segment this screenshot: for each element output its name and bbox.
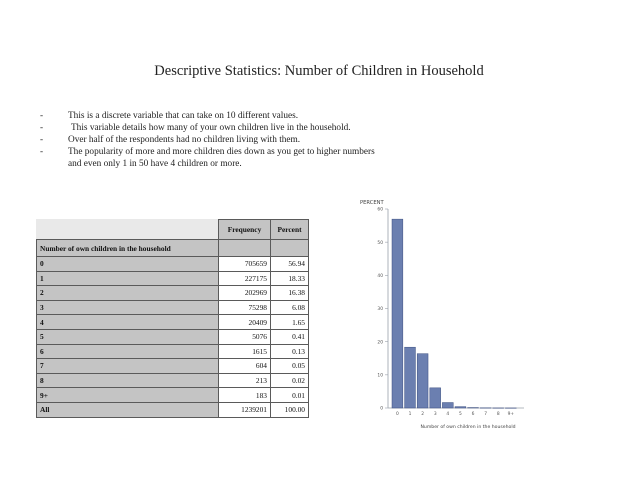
bullet-text: Over half of the respondents had no children living with them.: [68, 135, 301, 145]
bullet-dash: -: [40, 135, 44, 145]
bullet-item: [40, 146, 600, 170]
row-label: 8: [37, 373, 219, 388]
percent-cell: 18.33: [271, 271, 309, 286]
row-label: 4: [37, 315, 219, 330]
table-body: [37, 257, 309, 418]
y-tick-label: 30: [377, 307, 383, 313]
percent-cell: 1.65: [271, 315, 309, 330]
row-label: 7: [37, 359, 219, 374]
bullet-item: [40, 134, 600, 146]
percent-cell: 0.01: [271, 388, 309, 403]
table-header-row: [37, 220, 309, 240]
table-row: [37, 359, 309, 374]
table-row: [37, 402, 309, 417]
frequency-cell: 604: [219, 359, 271, 374]
bar-1: [405, 347, 416, 408]
percent-cell: 0.13: [271, 344, 309, 359]
frequency-cell: 1239201: [219, 402, 271, 417]
x-axis-label: Number of own children in the household: [420, 425, 516, 430]
percent-cell: 56.94: [271, 257, 309, 272]
percent-cell: 0.02: [271, 373, 309, 388]
row-label: All: [37, 402, 219, 417]
x-tick-label: 4: [446, 412, 450, 417]
y-tick-label: 40: [377, 273, 383, 279]
bar-4: [442, 403, 453, 408]
frequency-cell: 1615: [219, 344, 271, 359]
variable-label-spacer: [271, 240, 309, 257]
table-row: [37, 257, 309, 272]
bullet-dash: -: [40, 147, 44, 157]
y-tick-label: 0: [380, 406, 383, 412]
row-label: 5: [37, 329, 219, 344]
bullet-dash: -: [40, 123, 44, 133]
bullet-text: The popularity of more and more children dies down as you get to higher numbers: [68, 147, 375, 157]
row-label: 0: [37, 257, 219, 272]
frequency-header: Frequency: [219, 220, 271, 240]
bullet-item: [40, 122, 600, 134]
bar-2: [417, 354, 428, 408]
variable-label: Number of own children in the household: [37, 240, 219, 257]
x-tick-label: 6: [471, 412, 475, 417]
percent-cell: 6.08: [271, 300, 309, 315]
table-row: [37, 315, 309, 330]
bar-0: [392, 219, 403, 408]
bar-5: [455, 407, 466, 408]
table-row: [37, 388, 309, 403]
table-corner-cell: [37, 220, 219, 240]
table-row: [37, 271, 309, 286]
frequency-cell: 227175: [219, 271, 271, 286]
slide-title: Descriptive Statistics: Number of Children in Household: [154, 63, 484, 79]
x-tick-label: 9+: [507, 412, 515, 417]
frequency-cell: 75298: [219, 300, 271, 315]
percent-cell: 0.41: [271, 329, 309, 344]
variable-label-spacer: [219, 240, 271, 257]
x-tick-label: 3: [433, 412, 437, 417]
row-label: 3: [37, 300, 219, 315]
table-row: [37, 373, 309, 388]
y-tick-label: 50: [377, 240, 383, 246]
variable-label-row: [37, 240, 309, 257]
bars: [392, 219, 516, 408]
x-ticks: [396, 411, 514, 417]
y-tick-label: 10: [377, 373, 383, 379]
percent-cell: 100.00: [271, 402, 309, 417]
row-label: 2: [37, 286, 219, 301]
x-tick-label: 5: [459, 412, 462, 417]
frequency-table: [36, 219, 309, 418]
percent-header: Percent: [271, 220, 309, 240]
row-label: 6: [37, 344, 219, 359]
row-label: 1: [37, 271, 219, 286]
bullet-list: [40, 110, 600, 170]
table-row: [37, 300, 309, 315]
x-tick-label: 1: [408, 412, 412, 417]
percent-cell: 16.38: [271, 286, 309, 301]
y-ticks: [377, 207, 388, 412]
bar-3: [430, 388, 441, 408]
percent-bar-chart: [356, 195, 542, 439]
x-tick-label: 7: [484, 412, 488, 417]
bullet-text: This variable details how many of your own children live in the household.: [71, 123, 351, 133]
bullet-dash: -: [40, 111, 44, 121]
y-tick-label: 60: [377, 207, 383, 213]
table-row: [37, 344, 309, 359]
frequency-cell: 183: [219, 388, 271, 403]
bullet-text-continued: and even only 1 in 50 have 4 children or more.: [68, 159, 242, 169]
table-row: [37, 286, 309, 301]
frequency-cell: 202969: [219, 286, 271, 301]
x-tick-label: 0: [396, 412, 399, 417]
frequency-cell: 705659: [219, 257, 271, 272]
x-tick-label: 8: [496, 412, 500, 417]
bullet-text: This is a discrete variable that can take on 10 different values.: [68, 111, 299, 121]
frequency-cell: 5076: [219, 329, 271, 344]
frequency-cell: 20409: [219, 315, 271, 330]
frequency-cell: 213: [219, 373, 271, 388]
y-axis-label: PERCENT: [360, 200, 384, 206]
table-row: [37, 329, 309, 344]
bullet-item: [40, 110, 600, 122]
row-label: 9+: [37, 388, 219, 403]
x-tick-label: 2: [421, 412, 425, 417]
percent-cell: 0.05: [271, 359, 309, 374]
y-tick-label: 20: [377, 340, 383, 346]
